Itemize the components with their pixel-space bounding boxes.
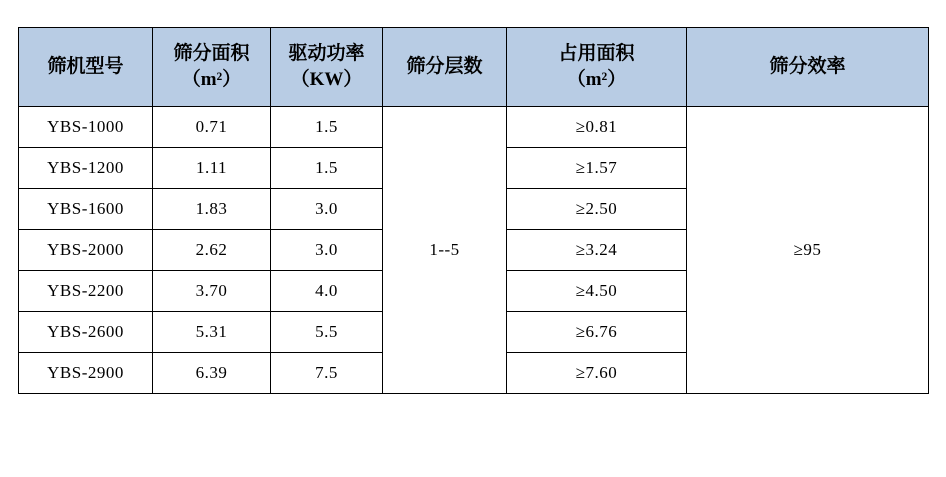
cell-drive-power: 4.0 <box>271 271 383 312</box>
cell-model: YBS-2200 <box>19 271 153 312</box>
cell-screening-area: 3.70 <box>153 271 271 312</box>
column-header-drive-power-line2: （KW） <box>290 69 363 90</box>
cell-footprint: ≥0.81 <box>507 107 687 148</box>
cell-footprint: ≥3.24 <box>507 230 687 271</box>
table-header <box>19 28 929 107</box>
cell-model: YBS-2900 <box>19 353 153 394</box>
cell-footprint: ≥1.57 <box>507 148 687 189</box>
column-header-model <box>19 28 153 107</box>
column-header-screening-area-line1: 筛分面积 <box>173 43 250 65</box>
column-header-footprint-line2: （m²） <box>566 69 627 90</box>
column-header-drive-power-line1: 驱动功率 <box>288 43 365 65</box>
spec-table-container <box>18 27 928 394</box>
table-body <box>19 107 929 394</box>
column-header-screening-area <box>153 28 271 107</box>
column-header-footprint <box>507 28 687 107</box>
cell-drive-power: 1.5 <box>271 107 383 148</box>
cell-drive-power: 7.5 <box>271 353 383 394</box>
cell-model: YBS-1600 <box>19 189 153 230</box>
cell-screening-area: 0.71 <box>153 107 271 148</box>
cell-screening-area: 5.31 <box>153 312 271 353</box>
cell-model: YBS-2600 <box>19 312 153 353</box>
cell-drive-power: 5.5 <box>271 312 383 353</box>
cell-screening-area: 6.39 <box>153 353 271 394</box>
cell-footprint: ≥4.50 <box>507 271 687 312</box>
cell-efficiency-merged: ≥95 <box>687 107 929 394</box>
cell-screening-area: 2.62 <box>153 230 271 271</box>
column-header-efficiency-line1: 筛分效率 <box>769 56 846 78</box>
cell-screening-area: 1.11 <box>153 148 271 189</box>
cell-drive-power: 3.0 <box>271 230 383 271</box>
cell-screening-area: 1.83 <box>153 189 271 230</box>
table-header-row <box>19 28 929 107</box>
column-header-model-line1: 筛机型号 <box>47 56 124 78</box>
cell-layers-merged: 1--5 <box>383 107 507 394</box>
column-header-layers <box>383 28 507 107</box>
cell-drive-power: 3.0 <box>271 189 383 230</box>
table-row <box>19 107 929 148</box>
screen-machine-spec-table <box>18 27 929 394</box>
cell-drive-power: 1.5 <box>271 148 383 189</box>
column-header-efficiency <box>687 28 929 107</box>
cell-footprint: ≥7.60 <box>507 353 687 394</box>
cell-model: YBS-1200 <box>19 148 153 189</box>
column-header-screening-area-line2: （m²） <box>181 69 242 90</box>
cell-model: YBS-2000 <box>19 230 153 271</box>
column-header-drive-power <box>271 28 383 107</box>
cell-footprint: ≥2.50 <box>507 189 687 230</box>
cell-model: YBS-1000 <box>19 107 153 148</box>
cell-footprint: ≥6.76 <box>507 312 687 353</box>
column-header-layers-line1: 筛分层数 <box>406 56 483 78</box>
column-header-footprint-line1: 占用面积 <box>558 43 635 65</box>
